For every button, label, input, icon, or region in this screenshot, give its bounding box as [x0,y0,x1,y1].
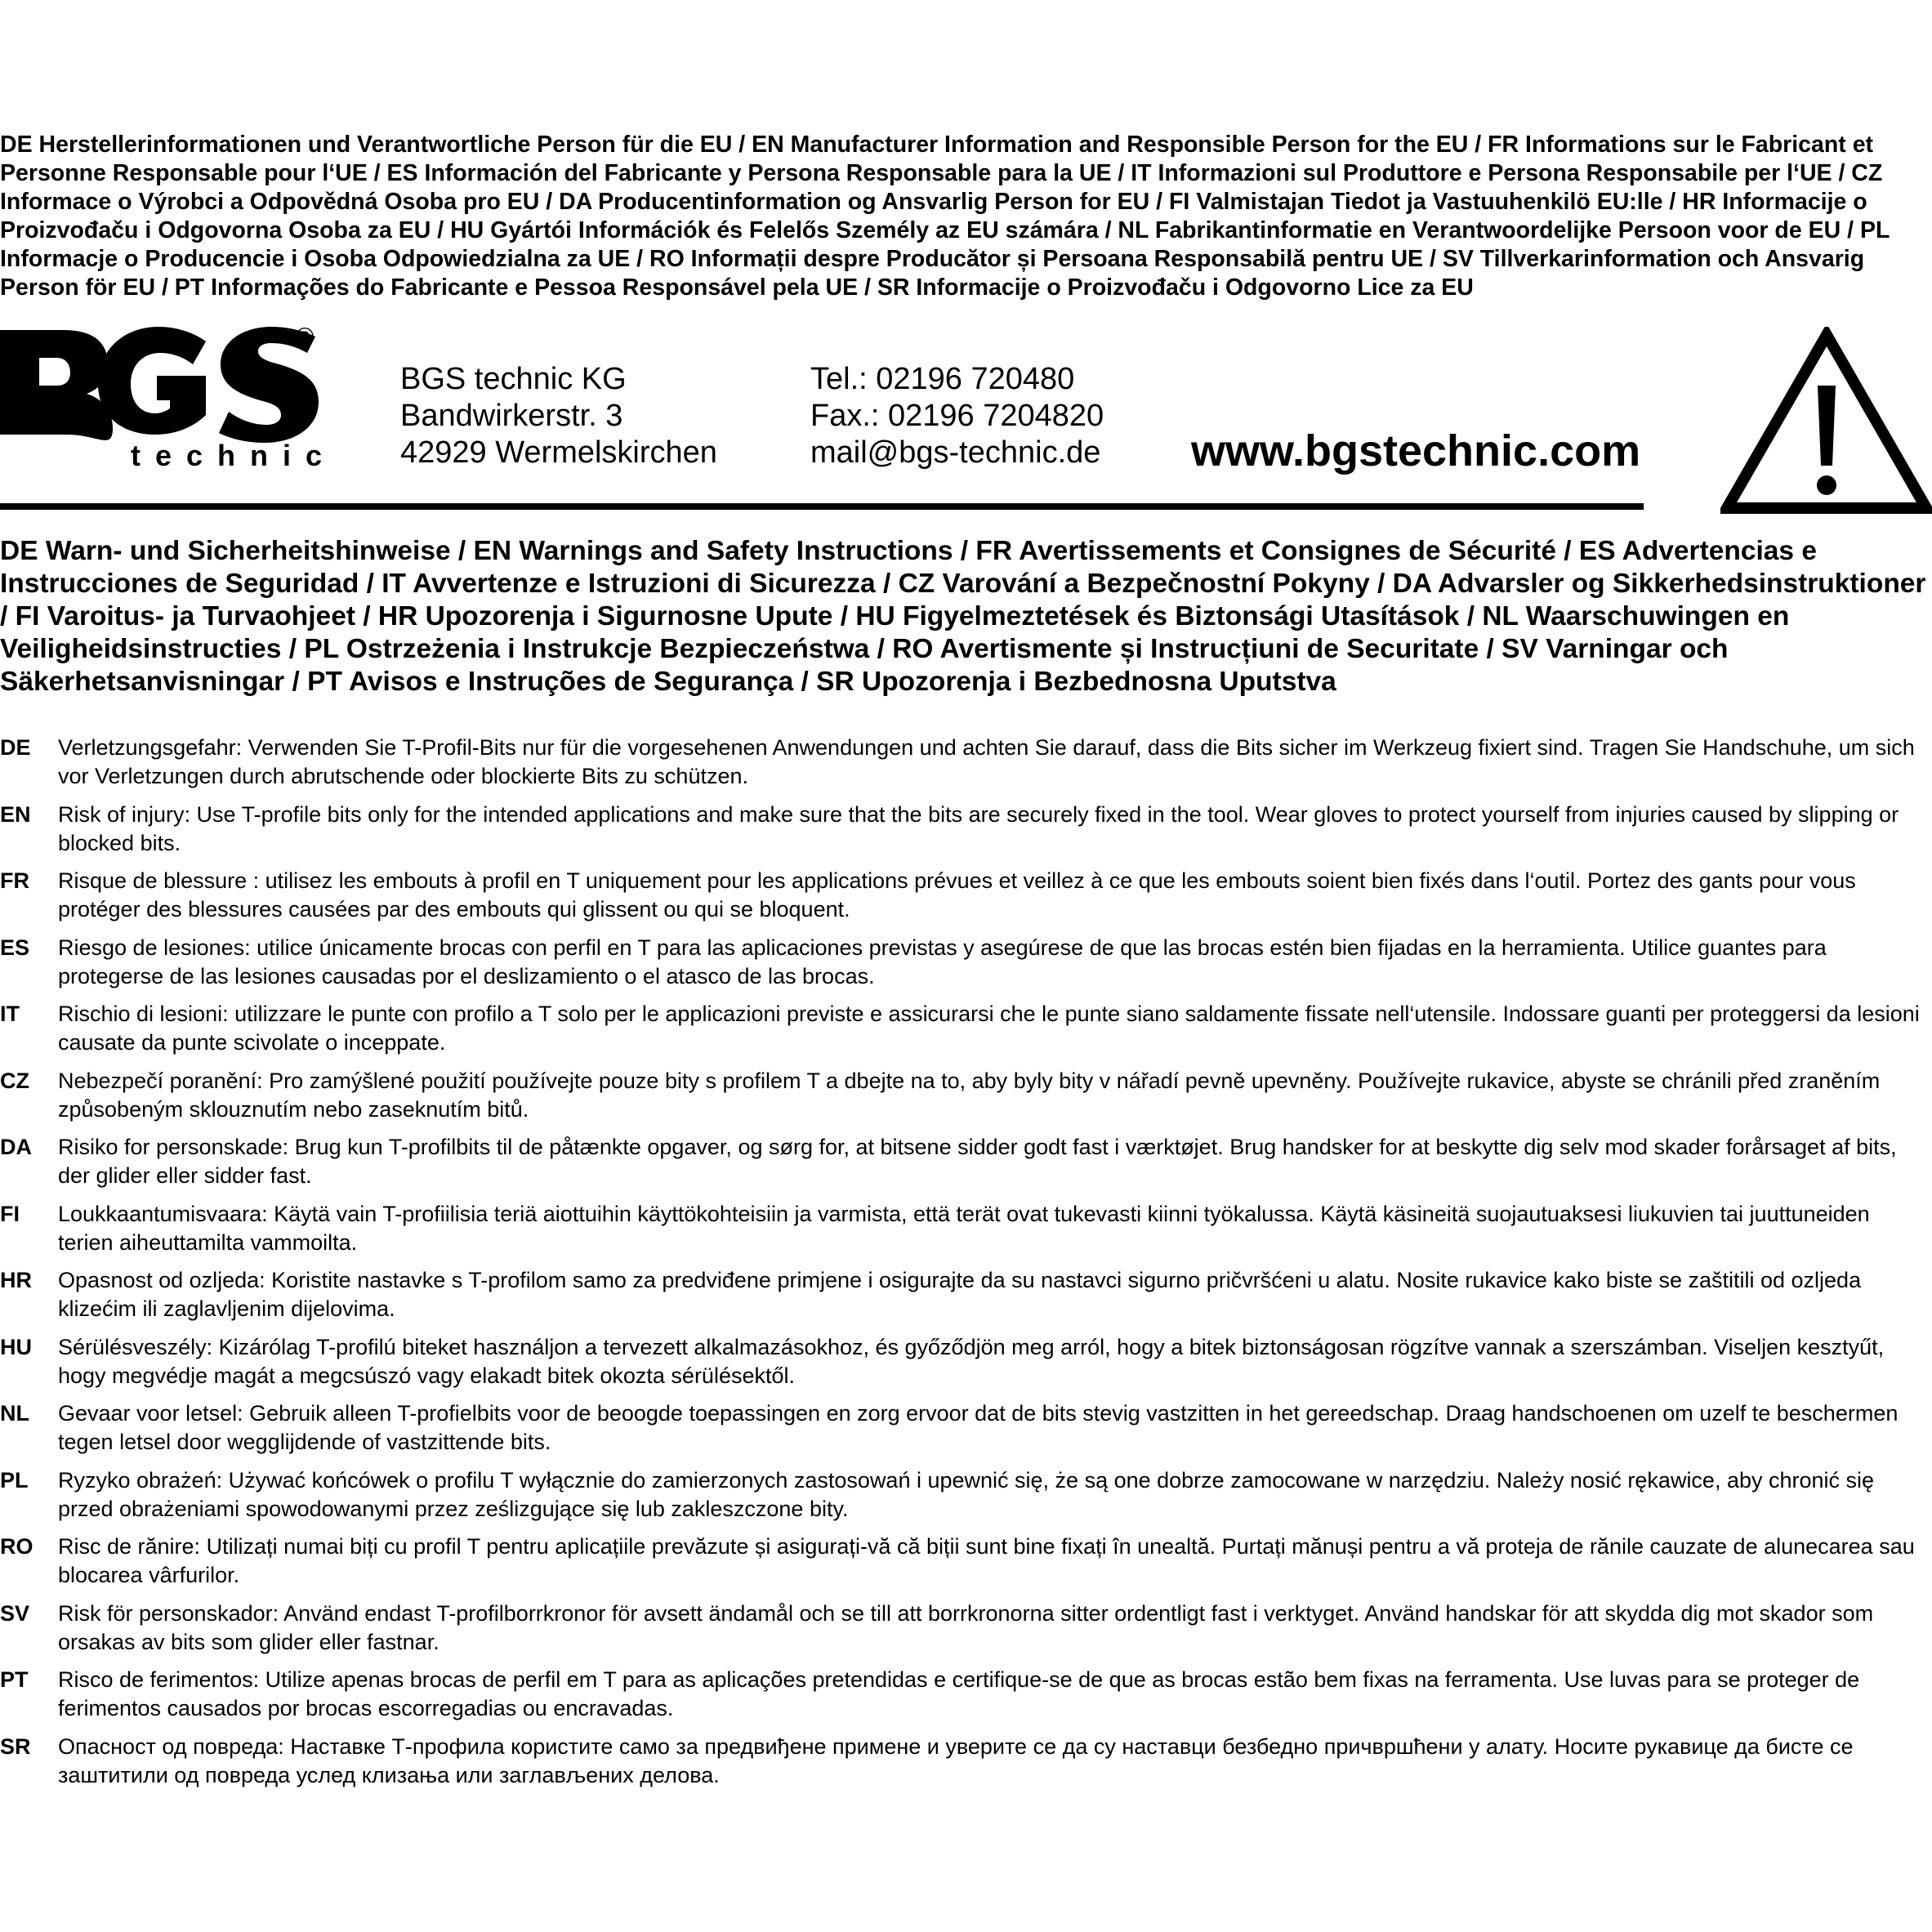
language-code: IT [0,1002,20,1026]
instruction-text: Loukkaantumisvaara: Käytä vain T-profiilisia teriä aiottuihin käyttökohteisiin ja varmista, että terät ovat tukevasti kiinni työkalussa. Käytä käsineitä suojautuaksesi liukuvien tai juuttuneiden terien aiheuttamilta vammoilta. [58,1201,1870,1255]
instruction-item-de [0,734,1932,801]
language-code: RO [0,1534,33,1559]
instruction-item-pl [0,1466,1932,1533]
instruction-text: Risk of injury: Use T-profile bits only for the intended applications and make sure that the bits are securely fixed in the tool. Wear gloves to protect yourself from injuries caused by slipping or blocked bits. [58,801,1899,855]
instruction-item-hu [0,1333,1932,1400]
instruction-text: Opasnost od ozljeda: Koristite nastavke s T-profilom samo za predviđene primjene i osigurajte da su nastavci sigurno pričvršćeni u alatu. Nosite rukavice kako biste se zaštitili od ozljeda klizećim ili zaglavljenim dijelovima. [58,1268,1862,1321]
instruction-item-fr [0,867,1932,934]
instruction-text: Risiko for personskade: Brug kun T-profilbits til de påtænkte opgaver, og sørg for, at bitsene sidder godt fast i værktøjet. Brug handsker for at beskytte dig selv mod skader forårsaget af bits, der glider eller sidder fast. [58,1135,1897,1188]
instruction-text: Verletzungsgefahr: Verwenden Sie T-Profil-Bits nur für die vorgesehenen Anwendungen und achten Sie darauf, dass die Bits sicher im Werkzeug fixiert sind. Tragen Sie Handschuhe, um sich vor Verletzungen durch abrutschende oder blockierte Bits zu schützen. [58,735,1915,788]
instruction-item-en [0,801,1932,868]
language-code: PT [0,1667,29,1692]
company-street: Bandwirkerstr. 3 [400,399,623,433]
header-divider [0,503,1644,510]
instruction-text: Risque de blessure : utilisez les embouts à profil en T uniquement pour les applications prévues et veillez à ce que les embouts soient bien fixés dans l‘outil. Portez des gants pour vous protéger des blessures causées par des embouts qui glissent ou qui se bloquent. [58,868,1856,921]
instruction-item-ro [0,1533,1932,1600]
instructions-list [0,734,1932,1799]
language-code: DA [0,1135,32,1159]
warning-triangle-icon [1720,327,1932,515]
contact-mail: mail@bgs-technic.de [810,435,1101,470]
company-contact [810,361,1104,471]
registered-mark: ® [296,323,315,350]
language-code: SV [0,1600,30,1626]
instruction-text: Sérülésveszély: Kizárólag T-profilú biteket használjon a tervezett alkalmazásokhoz, és győződjön meg arról, hogy a bitek biztonságosan rögzítve vannak a szerszámban. Viseljen kesztyűt, hogy megvédje magát a megcsúszó vagy elakadt bitek okozta sérülésektől. [58,1334,1885,1388]
instruction-item-es [0,934,1932,1001]
instruction-text: Risco de ferimentos: Utilize apenas brocas de perfil em T para as aplicações pretendidas e certifique-se de que as brocas estão bem fixas na ferramenta. Use luvas para se proteger de ferimentos causados por brocas escorregadias ou encravadas. [58,1667,1860,1720]
website-url: www.bgstechnic.com [1191,426,1641,475]
instruction-item-sr [0,1733,1932,1800]
language-code: HU [0,1334,32,1359]
instruction-item-nl [0,1399,1932,1466]
instruction-item-cz [0,1067,1932,1134]
language-code: DE [0,735,31,760]
language-code: FR [0,868,29,893]
company-city: 42929 Wermelskirchen [400,435,717,470]
manufacturer-info-heading: DE Herstellerinformationen und Verantwortliche Person für die EU / EN Manufacturer Information and Responsible Person for the EU / FR Informations sur le Fabricant et Personne Responsable pour l‘UE / ES Información del Fabricante y Persona Responsable para la UE / IT Informazioni sul Produttore e Persona Responsabile per l‘UE / CZ Informace o Výrobci a Odpovědná Osoba pro EU / DA Producentinformation og Ansvarlig Person for EU / FI Valmistajan Tiedot ja Vastuuhenkilö EU:lle / HR Informacije o Proizvođaču i Odgovorna Osoba za EU / HU Gyártói Információk és Felelős Személy az EU számára / NL Fabrikantinformatie en Verantwoordelijke Persoon voor de EU / PL Informacje o Producencie i Osoba Odpowiedzialna za UE / RO Informații despre Producător și Persoana Responsabilă pentru UE / SV Tillverkarinformation och Ansvarig Person för EU / PT Informações do Fabricante e Pessoa Responsável pela UE / SR Informacije o Proizvođaču i Odgovorno Lice za EU [0,132,1890,301]
language-code: FI [0,1201,20,1226]
instruction-item-da [0,1133,1932,1200]
safety-instructions-heading: DE Warn- und Sicherheitshinweise / EN Warnings and Safety Instructions / FR Avertissements et Consignes de Sécurité / ES Advertencias e Instrucciones de Seguridad / IT Avvertenze e Istruzioni di Sicurezza / CZ Varování a Bezpečnostní Pokyny / DA Advarsler og Sikkerhedsinstruktioner / FI Varoitus- ja Turvaohjeet / HR Upozorenja i Sigurnosne Upute / HU Figyelmeztetések és Biztonsági Utasítások / NL Waarschuwingen en Veiligheidsinstructies / PL Ostrzeżenia i Instrukcje Bezpieczeństwa / RO Avertismente și Instrucțiuni de Securitate / SV Varningar och Säkerhetsanvisningar / PT Avisos e Instruções de Segurança / SR Upozorenja i Bezbednosna Uputstva [0,536,1926,697]
language-code: SR [0,1733,31,1759]
instruction-text: Risk för personskador: Använd endast T-profilborrkronor för avsett ändamål och se till att borrkronorna sitter ordentligt fast i verktyget. Använd handskar för att skydda dig mot skador som orsakas av bits som glider eller fastnar. [58,1600,1874,1654]
instruction-text: Rischio di lesioni: utilizzare le punte con profilo a T solo per le applicazioni previste e assicurarsi che le punte siano saldamente fissate nell‘utensile. Indossare guanti per proteggersi da lesioni causate da punte scivolate o inceppate. [58,1002,1920,1055]
instruction-item-it [0,1000,1932,1067]
company-address [400,361,717,471]
contact-tel: Tel.: 02196 720480 [810,362,1075,396]
instruction-item-sv [0,1600,1932,1667]
instruction-text: Nebezpečí poranění: Pro zamýšlené použití používejte pouze bity s profilem T a dbejte na to, aby byly bity v nářadí pevně upevněny. Používejte rukavice, abyste se chránili před zraněním způsobeným sklouznutím nebo zaseknutím bitů. [58,1068,1881,1122]
instruction-item-fi [0,1200,1932,1267]
instruction-text: Risc de rănire: Utilizați numai biți cu profil T pentru aplicațiile prevăzute și asigurați-vă că biții sunt bine fixați în unealtă. Purtați mănuși pentru a vă proteja de rănile cauzate de alunecarea sau blocarea vârfurilor. [58,1534,1915,1587]
instruction-text: Gevaar voor letsel: Gebruik alleen T-profielbits voor de beoogde toepassingen en zorg ervoor dat de bits stevig vastzitten in het gereedschap. Draag handschoenen om uzelf te beschermen tegen letsel door wegglijdende of vastzittende bits. [58,1401,1899,1454]
language-code: HR [0,1268,32,1292]
language-code: CZ [0,1068,29,1093]
language-code: EN [0,801,31,827]
contact-fax: Fax.: 02196 7204820 [810,399,1104,433]
instruction-text: Riesgo de lesiones: utilice únicamente brocas con perfil en T para las aplicaciones previstas y asegúrese de que las brocas estén bien fijadas en la herramienta. Utilice guantes para protegerse de las lesiones causadas por el deslizamiento o el atasco de las brocas. [58,935,1827,988]
company-name: BGS technic KG [400,362,627,396]
language-code: ES [0,935,30,960]
language-code: NL [0,1401,29,1426]
logo-technic-text: technic [131,439,337,472]
language-code: PL [0,1467,29,1493]
instruction-item-pt [0,1666,1932,1733]
instruction-text: Ryzyko obrażeń: Używać końcówek o profilu T wyłącznie do zamierzonych zastosowań i upewnić się, że są one dobrze zamocowane w narzędziu. Należy nosić rękawice, aby chronić się przed obrażeniami spowodowanymi przez ześlizgujące się lub zakleszczone bity. [58,1467,1875,1521]
logo-letter-b [0,330,113,440]
instruction-text: Опасност од повреда: Наставке Т-профила користите само за предвиђене примене и уверите се да су наставци безбедно причвршћени у алату. Носите рукавице да бисте се заштитили од повреда услед клизања или заглављених делова. [58,1733,1854,1787]
logo-letter-g [98,327,206,435]
instruction-item-hr [0,1266,1932,1333]
